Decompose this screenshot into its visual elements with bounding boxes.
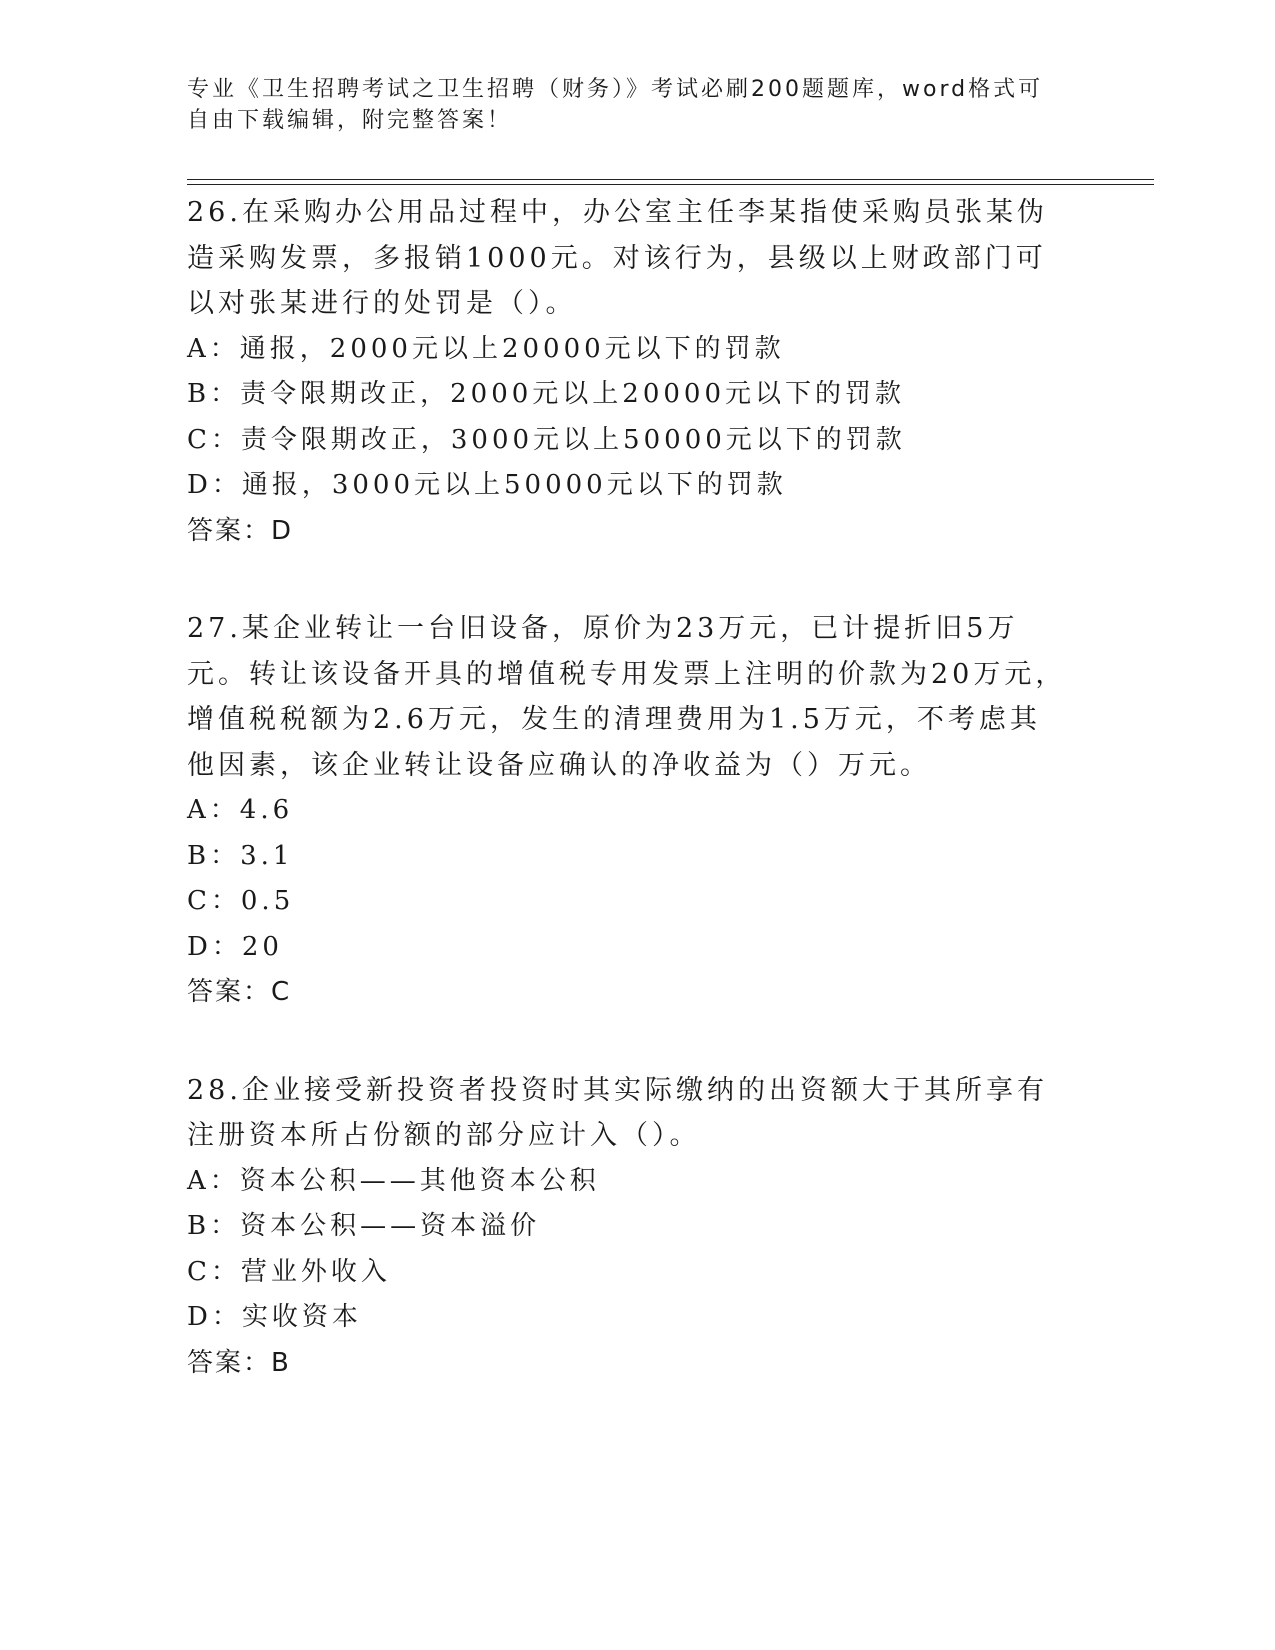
option-b: B：3.1	[187, 840, 294, 871]
option-b: B：责令限期改正，2000元以上20000元以下的罚款	[187, 379, 905, 409]
question-list	[187, 190, 1067, 1438]
option-a: A：通报，2000元以上20000元以下的罚款	[187, 333, 785, 364]
option-d: D：20	[187, 931, 283, 962]
question-stem: 28.企业接受新投资者投资时其实际缴纳的出资额大于其所享有注册资本所占份额的部分应计入（）。	[187, 1074, 1048, 1151]
option-a: A：资本公积——其他资本公积	[187, 1165, 600, 1196]
option-a: A：4.6	[187, 795, 294, 825]
answer-label: 答案：D	[187, 515, 294, 546]
header-divider-bottom	[187, 184, 1154, 185]
option-c: C：0.5	[187, 886, 295, 916]
option-b: B：资本公积——资本溢价	[187, 1211, 541, 1241]
option-d: D：通报，3000元以上50000元以下的罚款	[187, 470, 787, 500]
question-stem: 27.某企业转让一台旧设备，原价为23万元，已计提折旧5万元。转让该设备开具的增值税专用发票上注明的价款为20万元，增值税税额为2.6万元，发生的清理费用为1.5万元，不考虑其他因素，该企业转让设备应确认的净收益为（）万元。	[187, 613, 1067, 781]
question-28	[187, 1068, 1067, 1387]
answer-label: 答案：B	[187, 1347, 291, 1378]
option-c: C：营业外收入	[187, 1256, 391, 1287]
question-27	[187, 606, 1067, 1016]
question-stem: 26.在采购办公用品过程中，办公室主任李某指使采购员张某伪造采购发票，多报销1000元。对该行为，县级以上财政部门可以对张某进行的处罚是（）。	[187, 197, 1048, 319]
option-c: C：责令限期改正，3000元以上50000元以下的罚款	[187, 424, 906, 455]
header-divider-top	[187, 179, 1154, 180]
document-header: 专业《卫生招聘考试之卫生招聘（财务）》考试必刷200题题库，word格式可自由下载编辑，附完整答案！	[187, 77, 1044, 133]
question-26	[187, 190, 1067, 554]
answer-label: 答案：C	[187, 977, 292, 1007]
option-d: D：实收资本	[187, 1302, 362, 1332]
